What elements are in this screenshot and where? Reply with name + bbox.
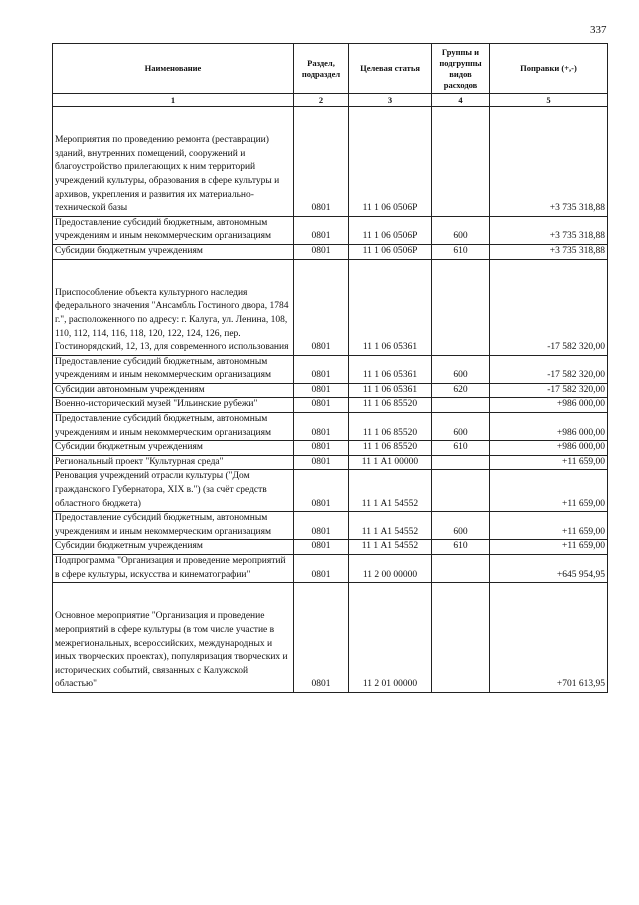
row-article: 11 2 00 00000 — [349, 555, 432, 583]
row-amount: -17 582 320,00 — [490, 383, 608, 398]
row-name-cell — [53, 583, 294, 693]
row-article: 11 1 06 85520 — [349, 441, 432, 456]
header-article: Целевая статья — [349, 44, 432, 94]
table-row — [53, 441, 608, 456]
row-name: Предоставление субсидий бюджетным, автономным учреждениям и иным некоммерческим организациям — [53, 413, 294, 441]
page-number: 337 — [590, 24, 607, 36]
column-number: 1 — [53, 94, 294, 107]
row-group: 610 — [432, 244, 490, 259]
row-article: 11 1 06 05361 — [349, 383, 432, 398]
row-amount: +11 659,00 — [490, 540, 608, 555]
row-group — [432, 470, 490, 512]
row-amount: +3 735 318,88 — [490, 244, 608, 259]
table-row — [53, 555, 608, 583]
table-row — [53, 355, 608, 383]
row-name-cell — [53, 107, 294, 217]
row-name: Субсидии бюджетным учреждениям — [53, 244, 294, 259]
row-amount: -17 582 320,00 — [490, 355, 608, 383]
column-number: 5 — [490, 94, 608, 107]
row-article: 11 1 06 0506Р — [349, 216, 432, 244]
row-group — [432, 555, 490, 583]
table-row — [53, 216, 608, 244]
table-row — [53, 244, 608, 259]
row-name: Предоставление субсидий бюджетным, автономным учреждениям и иным некоммерческим организациям — [53, 216, 294, 244]
table-row — [53, 583, 608, 693]
row-article: 11 1 06 05361 — [349, 355, 432, 383]
row-amount: +701 613,95 — [490, 583, 608, 693]
row-name: Региональный проект "Культурная среда" — [53, 455, 294, 470]
column-number: 3 — [349, 94, 432, 107]
row-section: 0801 — [294, 244, 349, 259]
table-row — [53, 470, 608, 512]
row-amount: +11 659,00 — [490, 455, 608, 470]
row-amount: +11 659,00 — [490, 512, 608, 540]
row-group — [432, 259, 490, 355]
row-amount: +11 659,00 — [490, 470, 608, 512]
row-name: Основное мероприятие "Организация и проведение мероприятий в сфере культуры (в том числе участие в межрегиональных, всероссийских, международных и иных творческих проектах), популяризация творческих и исторических событий, связанных с Калужской областью" — [55, 611, 288, 690]
header-section: Раздел, подраздел — [294, 44, 349, 94]
row-article: 11 1 06 0506Р — [349, 107, 432, 217]
row-section: 0801 — [294, 355, 349, 383]
row-section: 0801 — [294, 383, 349, 398]
row-group — [432, 583, 490, 693]
table-row — [53, 383, 608, 398]
row-amount: +3 735 318,88 — [490, 216, 608, 244]
row-name: Субсидии бюджетным учреждениям — [53, 441, 294, 456]
header-name: Наименование — [53, 44, 294, 94]
row-name-cell — [53, 259, 294, 355]
row-amount: +986 000,00 — [490, 441, 608, 456]
row-amount: +3 735 318,88 — [490, 107, 608, 217]
row-article: 11 1 06 0506Р — [349, 244, 432, 259]
row-group: 620 — [432, 383, 490, 398]
budget-table — [52, 43, 608, 693]
row-group: 600 — [432, 216, 490, 244]
row-article: 11 1 06 85520 — [349, 413, 432, 441]
row-section: 0801 — [294, 470, 349, 512]
table-row — [53, 398, 608, 413]
row-group: 600 — [432, 355, 490, 383]
row-article: 11 1 06 05361 — [349, 259, 432, 355]
row-name: Субсидии бюджетным учреждениям — [53, 540, 294, 555]
row-group: 600 — [432, 512, 490, 540]
row-name: Реновация учреждений отрасли культуры ("Дом гражданского Губернатора, XIX в.") (за счёт средств областного бюджета) — [53, 470, 294, 512]
row-amount: -17 582 320,00 — [490, 259, 608, 355]
row-section: 0801 — [294, 107, 349, 217]
row-name: Субсидии автономным учреждениям — [53, 383, 294, 398]
row-section: 0801 — [294, 441, 349, 456]
row-group: 600 — [432, 413, 490, 441]
table-row — [53, 540, 608, 555]
column-number: 4 — [432, 94, 490, 107]
row-amount: +986 000,00 — [490, 413, 608, 441]
row-group — [432, 398, 490, 413]
row-article: 11 1 06 85520 — [349, 398, 432, 413]
row-name: Мероприятия по проведению ремонта (реставрации) зданий, внутренних помещений, сооружений и благоустройство прилегающих к ним территорий учреждений культуры, образования в сфере культуры и архивов, укрепления и развития их материально-технической базы — [55, 135, 280, 214]
row-article: 11 2 01 00000 — [349, 583, 432, 693]
row-section: 0801 — [294, 398, 349, 413]
header-amount: Поправки (+,-) — [490, 44, 608, 94]
row-amount: +986 000,00 — [490, 398, 608, 413]
row-section: 0801 — [294, 555, 349, 583]
column-number: 2 — [294, 94, 349, 107]
row-group — [432, 455, 490, 470]
table-row — [53, 512, 608, 540]
row-section: 0801 — [294, 540, 349, 555]
table-row — [53, 413, 608, 441]
row-name: Подпрограмма "Организация и проведение мероприятий в сфере культуры, искусства и кинематографии" — [53, 555, 294, 583]
table-row — [53, 455, 608, 470]
table-row — [53, 259, 608, 355]
row-article: 11 1 А1 54552 — [349, 470, 432, 512]
row-section: 0801 — [294, 413, 349, 441]
row-section: 0801 — [294, 455, 349, 470]
row-name: Предоставление субсидий бюджетным, автономным учреждениям и иным некоммерческим организациям — [53, 512, 294, 540]
row-amount: +645 954,95 — [490, 555, 608, 583]
row-section: 0801 — [294, 512, 349, 540]
row-name: Предоставление субсидий бюджетным, автономным учреждениям и иным некоммерческим организациям — [53, 355, 294, 383]
row-article: 11 1 А1 54552 — [349, 512, 432, 540]
row-group — [432, 107, 490, 217]
row-group: 610 — [432, 441, 490, 456]
row-name: Военно-исторический музей "Ильинские рубежи" — [53, 398, 294, 413]
row-article: 11 1 А1 00000 — [349, 455, 432, 470]
row-group: 610 — [432, 540, 490, 555]
row-article: 11 1 А1 54552 — [349, 540, 432, 555]
row-section: 0801 — [294, 583, 349, 693]
row-name: Приспособление объекта культурного наследия федерального значения "Ансамбль Гостиного двора, 1784 г.", расположенного по адресу: г. Калуга, ул. Ленина, 108, 110, 112, 114, 116, 118, 120, 122, 124, 126, пер. Гостинорядский, 12, 13, для современного использования — [55, 287, 289, 353]
row-section: 0801 — [294, 259, 349, 355]
header-group: Группы и подгруппы видов расходов — [432, 44, 490, 94]
table-row — [53, 107, 608, 217]
row-section: 0801 — [294, 216, 349, 244]
